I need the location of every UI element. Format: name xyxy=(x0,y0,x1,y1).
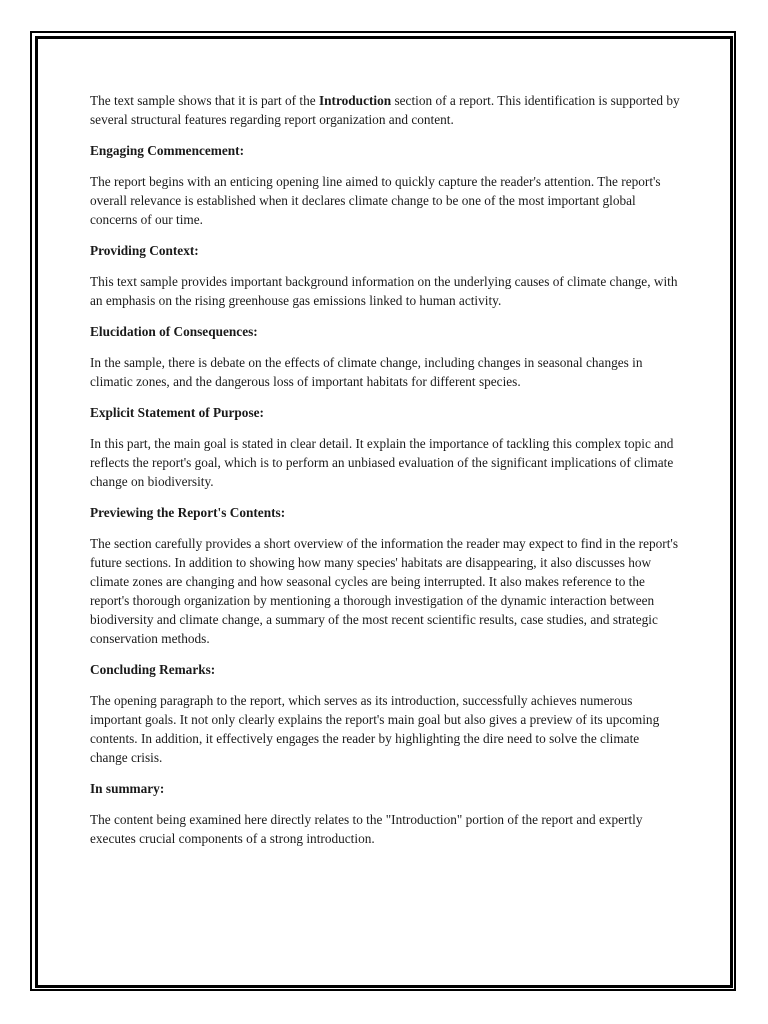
section-body-in-summary: The content being examined here directly relates to the "Introduction" portion of the report and expertly executes crucial components of a strong introduction. xyxy=(90,812,643,846)
intro-text-before: The text sample shows that it is part of the xyxy=(90,93,319,108)
section-heading-engaging-commencement: Engaging Commencement: xyxy=(90,143,245,158)
section-heading-elucidation-of-consequences: Elucidation of Consequences: xyxy=(90,324,258,339)
section-body-elucidation-of-consequences: In the sample, there is debate on the effects of climate change, including changes in seasonal changes in climatic zones, and the dangerous loss of important habitats for different species. xyxy=(90,355,643,389)
intro-text-after: section of a report. This identification is supported by several structural features regarding report organization and content. xyxy=(90,93,680,127)
section-heading-providing-context: Providing Context: xyxy=(90,243,199,258)
intro-paragraph xyxy=(90,91,680,129)
section-body-previewing-contents: The section carefully provides a short overview of the information the reader may expect to find in the report's future sections. In addition to showing how many species' habitats are disappearing, it also discusses how climate zones are changing and how seasonal cycles are being interrupted. It also makes reference to the report's thorough organization by mentioning a thorough investigation of the dynamic interaction between biodiversity and climate change, a summary of the most recent scientific results, case studies, and strategic conservation methods. xyxy=(90,536,678,646)
section-body-providing-context: This text sample provides important background information on the underlying causes of climate change, with an emphasis on the rising greenhouse gas emissions linked to human activity. xyxy=(90,274,678,308)
section-body-explicit-statement-of-purpose: In this part, the main goal is stated in clear detail. It explain the importance of tackling this complex topic and reflects the report's goal, which is to perform an unbiased evaluation of the significant implications of climate change on biodiversity. xyxy=(90,436,674,489)
intro-bold-term: Introduction xyxy=(318,93,392,108)
section-body-concluding-remarks: The opening paragraph to the report, which serves as its introduction, successfully achieves numerous important goals. It not only clearly explains the report's main goal but also gives a preview of its upcoming contents. In addition, it effectively engages the reader by highlighting the dire need to solve the climate change crisis. xyxy=(90,693,660,765)
section-heading-concluding-remarks: Concluding Remarks: xyxy=(90,662,216,677)
section-body-engaging-commencement: The report begins with an enticing opening line aimed to quickly capture the reader's attention. The report's overall relevance is established when it declares climate change to be one of the most important global concerns of our time. xyxy=(90,174,661,227)
section-heading-explicit-statement-of-purpose: Explicit Statement of Purpose: xyxy=(90,405,264,420)
section-heading-previewing-contents: Previewing the Report's Contents: xyxy=(90,505,286,520)
document-body xyxy=(90,91,680,860)
section-heading-in-summary: In summary: xyxy=(90,781,165,796)
